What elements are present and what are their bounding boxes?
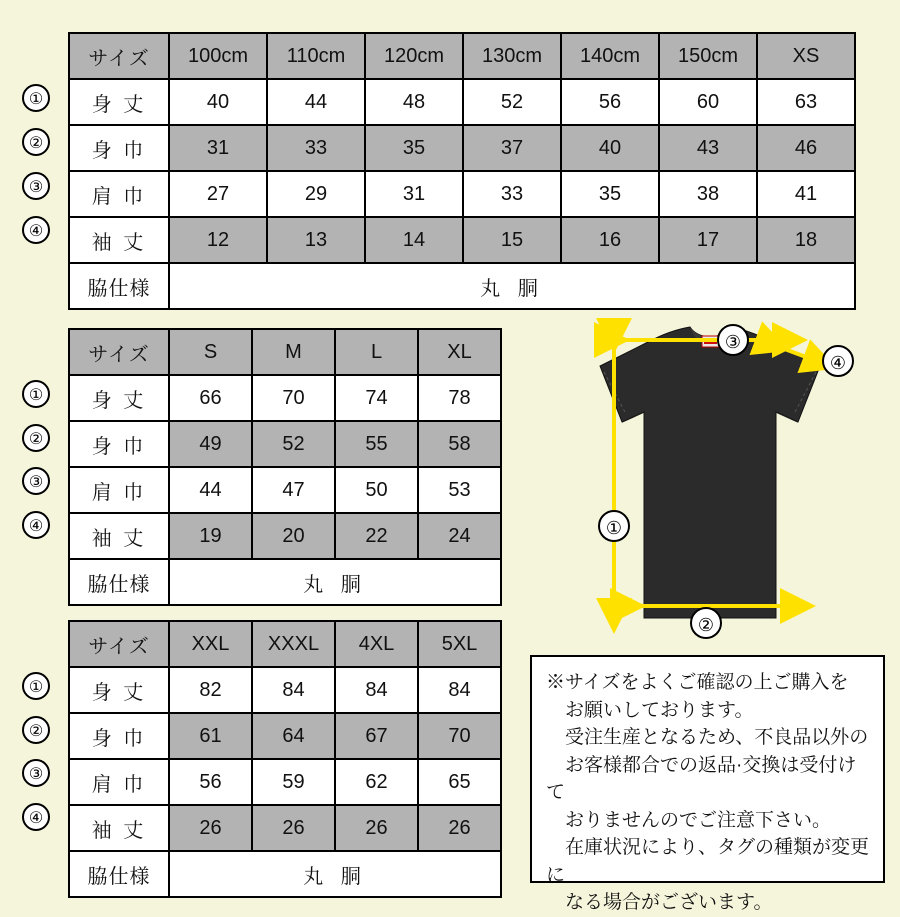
cell: 58 [418,421,501,467]
cell: 63 [757,79,855,125]
shirt-shape [600,327,820,618]
cell: 35 [561,171,659,217]
cell: 16 [561,217,659,263]
table-row [69,171,855,217]
header-size-1: M [252,329,335,375]
cell: 66 [169,375,252,421]
table-row [69,713,501,759]
cell: 35 [365,125,463,171]
table-header-row [69,329,501,375]
table-row [69,759,501,805]
header-size-0: 100cm [169,33,267,79]
table-row [69,125,855,171]
header-size-3: XL [418,329,501,375]
cell: 19 [169,513,252,559]
header-size-1: 110cm [267,33,365,79]
row-label-shoulder-width: 肩 巾 [69,467,169,513]
cell: 22 [335,513,418,559]
cell: 18 [757,217,855,263]
row-label-body-length: 身 丈 [69,79,169,125]
table-row [69,421,501,467]
cell: 82 [169,667,252,713]
table-row [69,467,501,513]
cell: 64 [252,713,335,759]
size-table-adult-standard [68,328,502,606]
cell: 84 [252,667,335,713]
cell: 61 [169,713,252,759]
table-row [69,217,855,263]
cell: 46 [757,125,855,171]
cell: 53 [418,467,501,513]
footer-value: 丸 胴 [169,263,855,309]
header-size-label: サイズ [69,33,169,79]
cell: 31 [365,171,463,217]
cell: 24 [418,513,501,559]
diagram-marker-2: ② [690,607,722,639]
row-label-sleeve-length: 袖 丈 [69,217,169,263]
table-footer-row [69,851,501,897]
cell: 33 [267,125,365,171]
cell: 59 [252,759,335,805]
footer-label: 脇仕様 [69,559,169,605]
notice-line-7: なる場合がございます。 [565,892,773,914]
header-size-label: サイズ [69,329,169,375]
header-size-2: 4XL [335,621,418,667]
cell: 20 [252,513,335,559]
header-size-6: XS [757,33,855,79]
notice-line-3: 受注生産となるため、不良品以外の [565,727,869,749]
cell: 55 [335,421,418,467]
notice-line-6: 在庫状況により、タグの種類が変更に [546,837,870,886]
row-label-sleeve-length: 袖 丈 [69,513,169,559]
cell: 56 [561,79,659,125]
cell: 41 [757,171,855,217]
row-label-body-width: 身 巾 [69,713,169,759]
header-size-0: S [169,329,252,375]
cell: 13 [267,217,365,263]
cell: 14 [365,217,463,263]
cell: 48 [365,79,463,125]
row-marker-4: ④ [22,511,50,539]
cell: 40 [169,79,267,125]
cell: 70 [418,713,501,759]
cell: 84 [335,667,418,713]
diagram-marker-1: ① [598,510,630,542]
cell: 74 [335,375,418,421]
cell: 38 [659,171,757,217]
cell: 62 [335,759,418,805]
cell: 44 [169,467,252,513]
cell: 52 [252,421,335,467]
cell: 17 [659,217,757,263]
cell: 43 [659,125,757,171]
table-footer-row [69,263,855,309]
row-label-shoulder-width: 肩 巾 [69,171,169,217]
notice-line-1: ※サイズをよくご確認の上ご購入を [546,672,849,693]
footer-label: 脇仕様 [69,851,169,897]
table-row [69,375,501,421]
notice-line-4: お客様都合での返品·交換は受付けて [546,754,857,804]
row-label-sleeve-length: 袖 丈 [69,805,169,851]
row-marker-1: ① [22,84,50,112]
header-size-3: 130cm [463,33,561,79]
header-size-4: 140cm [561,33,659,79]
header-size-3: 5XL [418,621,501,667]
table-row [69,513,501,559]
cell: 15 [463,217,561,263]
size-table-adult-large [68,620,502,898]
tshirt-diagram [530,318,890,648]
table-row [69,805,501,851]
cell: 50 [335,467,418,513]
size-table-kids [68,32,856,310]
table-header-row [69,33,855,79]
row-label-body-width: 身 巾 [69,421,169,467]
cell: 49 [169,421,252,467]
row-marker-4: ④ [22,216,50,244]
cell: 70 [252,375,335,421]
cell: 31 [169,125,267,171]
cell: 40 [561,125,659,171]
row-marker-2: ② [22,128,50,156]
cell: 12 [169,217,267,263]
cell: 27 [169,171,267,217]
row-marker-2: ② [22,424,50,452]
diagram-marker-4: ④ [822,345,854,377]
footer-value: 丸 胴 [169,559,501,605]
cell: 78 [418,375,501,421]
header-size-5: 150cm [659,33,757,79]
row-marker-2: ② [22,716,50,744]
cell: 26 [252,805,335,851]
header-size-2: 120cm [365,33,463,79]
row-label-body-width: 身 巾 [69,125,169,171]
cell: 26 [335,805,418,851]
cell: 37 [463,125,561,171]
notice-box [530,655,885,914]
cell: 60 [659,79,757,125]
header-size-label: サイズ [69,621,169,667]
cell: 26 [418,805,501,851]
table-header-row [69,621,501,667]
cell: 44 [267,79,365,125]
header-size-1: XXXL [252,621,335,667]
cell: 33 [463,171,561,217]
cell: 52 [463,79,561,125]
table-row [69,667,501,713]
cell: 56 [169,759,252,805]
footer-label: 脇仕様 [69,263,169,309]
row-marker-1: ① [22,380,50,408]
row-label-shoulder-width: 肩 巾 [69,759,169,805]
header-size-2: L [335,329,418,375]
cell: 29 [267,171,365,217]
footer-value: 丸 胴 [169,851,501,897]
row-label-body-length: 身 丈 [69,667,169,713]
header-size-0: XXL [169,621,252,667]
row-marker-3: ③ [22,759,50,787]
row-label-body-length: 身 丈 [69,375,169,421]
row-marker-3: ③ [22,172,50,200]
cell: 47 [252,467,335,513]
notice-line-5: おりませんのでご注意下さい。 [565,809,832,831]
row-marker-1: ① [22,672,50,700]
row-marker-4: ④ [22,803,50,831]
row-marker-3: ③ [22,467,50,495]
diagram-marker-3: ③ [717,324,749,356]
cell: 67 [335,713,418,759]
table-row [69,79,855,125]
cell: 26 [169,805,252,851]
cell: 65 [418,759,501,805]
cell: 84 [418,667,501,713]
notice-line-2: お願いしております。 [565,699,754,721]
table-footer-row [69,559,501,605]
